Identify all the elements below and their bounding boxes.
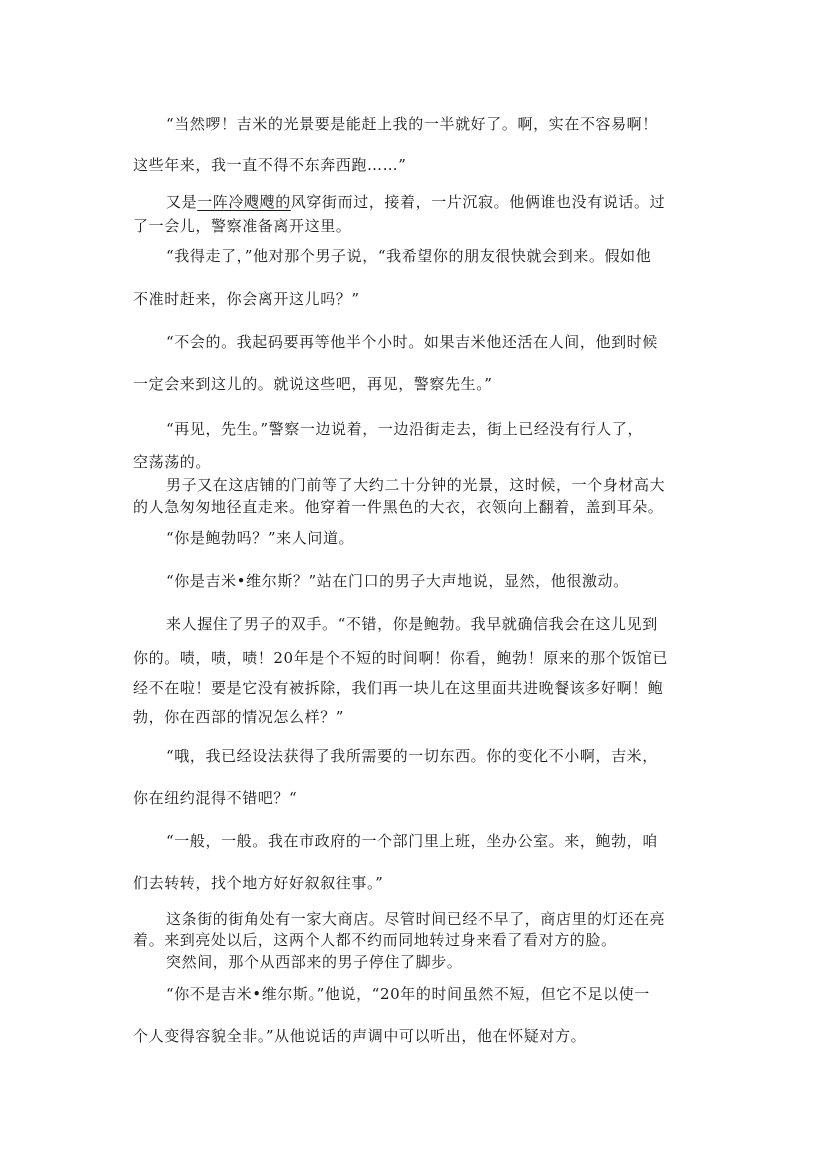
text-line: 这些年来，我一直不得不东奔西跑……” (133, 156, 407, 174)
text-line: “你不是吉米•维尔斯。”他说，“20年的时间虽然不短，但它不足以使一 (166, 985, 650, 1003)
text-line: 个人变得容貌全非。”从他说话的声调中可以听出，他在怀疑对方。 (133, 1027, 587, 1045)
text-line: 经不在啦！要是它没有被拆除，我们再一块儿在这里面共进晚餐该多好啊！鲍 (133, 679, 664, 697)
text-line: “你是鲍勃吗？”来人问道。 (166, 529, 355, 547)
text-line: 着。来到亮处以后，这两个人都不约而同地转过身来看了看对方的脸。 (133, 931, 617, 949)
text-line: “一般，一般。我在市政府的一个部门里上班，坐办公室。来，鲍勃，咱 (166, 832, 658, 850)
text-line: “再见，先生。”警察一边说着，一边沿街走去，街上已经没有行人了， (166, 420, 644, 438)
text-line: 你在纽约混得不错吧？“ (133, 789, 298, 807)
text-line: 男子又在这店铺的门前等了大约二十分钟的光景，这时候，一个身材高大 (166, 476, 666, 494)
text-line: “当然啰！吉米的光景要是能赶上我的一半就好了。啊，实在不容易啊！ (166, 115, 658, 133)
text-line (166, 191, 665, 212)
text-line: 一定会来到这儿的。就说这些吧，再见，警察先生。” (133, 375, 493, 393)
text-line: 勃，你在西部的情况怎么样？” (133, 708, 345, 726)
text-line: “哦，我已经设法获得了我所需要的一切东西。你的变化不小啊，吉米， (166, 747, 658, 765)
text-segment: 又是 (166, 193, 198, 211)
text-line: 来人握住了男子的双手。“不错，你是鲍勃。我早就确信我会在这儿见到 (166, 615, 658, 633)
text-line: 你的。啧，啧，啧！20年是个不短的时间啊！你看，鲍勃！原来的那个饭馆已 (133, 649, 669, 667)
underlined-phrase: 一阵冷飕飕的 (197, 193, 291, 211)
text-line: 不准时赶来，你会离开这儿吗？” (133, 290, 360, 308)
text-line: “我得走了，”他对那个男子说，“我希望你的朋友很快就会到来。假如他 (166, 247, 652, 265)
text-line: 这条街的街角处有一家大商店。尽管时间已经不早了，商店里的灯还在亮 (166, 910, 666, 928)
text-line: 空荡荡的。 (133, 453, 212, 471)
text-line: “你是吉米•维尔斯？”站在门口的男子大声地说，显然，他很激动。 (166, 572, 629, 590)
text-line: 们去转转，找个地方好好叙叙往事。” (133, 874, 384, 892)
text-line: 突然间，那个从西部来的男子停住了脚步。 (166, 953, 463, 971)
text-line: 的人急匆匆地径直走来。他穿着一件黑色的大衣，衣领向上翻着，盖到耳朵。 (133, 498, 664, 516)
text-line: “不会的。我起码要再等他半个小时。如果吉米他还活在人间，他到时候 (166, 333, 658, 351)
text-line: 了一会儿，警察准备离开这里。 (133, 217, 352, 235)
text-segment: 风穿街而过，接着，一片沉寂。他俩谁也没有说话。过 (290, 193, 666, 211)
